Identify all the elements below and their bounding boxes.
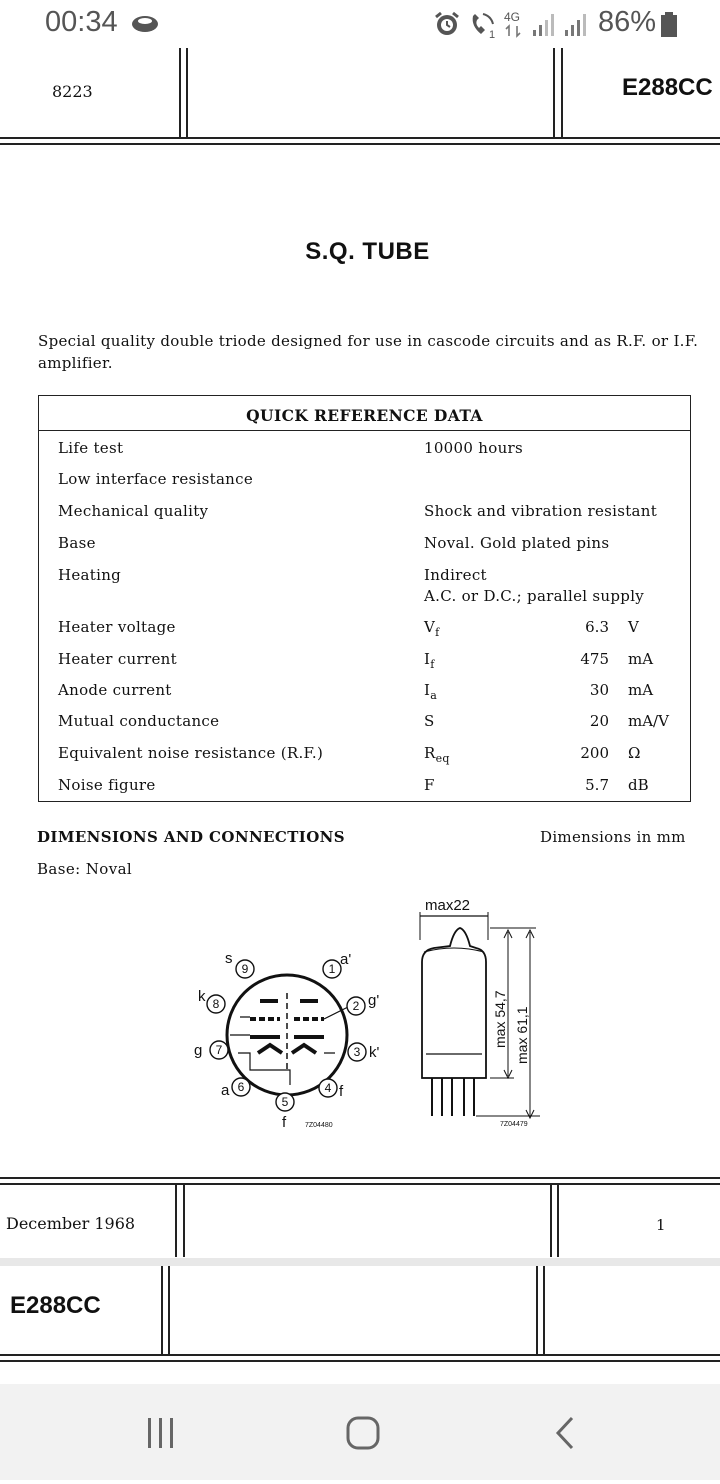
- row-label-base: Base: [58, 534, 96, 552]
- row-unit-noise-figure: dB: [628, 776, 649, 794]
- row-num-noise-figure: 5.7: [585, 776, 609, 794]
- back-chevron-icon: [520, 1384, 610, 1480]
- battery-percent: 86%: [598, 6, 657, 38]
- divider: [39, 430, 690, 431]
- intro-text: Special quality double triode designed for use in cascode circuits and as R.F. or I.F. amplifier.: [38, 332, 699, 372]
- row-label-anode-current: Anode current: [58, 681, 172, 699]
- row-num-heater-voltage: 6.3: [585, 618, 609, 636]
- doc-number: 8223: [52, 82, 93, 101]
- row-num-heater-current: 475: [580, 650, 609, 668]
- status-time: 00:34: [45, 6, 118, 38]
- row-unit-mutual-conductance: mA/V: [628, 712, 669, 730]
- row-label-heater-voltage: Heater voltage: [58, 618, 176, 636]
- quick-reference-heading: QUICK REFERENCE DATA: [246, 406, 483, 425]
- pin-7: 7: [215, 1043, 223, 1057]
- pin-5: 5: [281, 1095, 289, 1109]
- row-label-life-test: Life test: [58, 439, 124, 457]
- back-button[interactable]: [520, 1384, 610, 1480]
- wifi-calling-icon: [467, 10, 499, 40]
- row-value-mechanical: Shock and vibration resistant: [424, 502, 658, 520]
- tube-outline-drawing: [410, 890, 560, 1130]
- recent-apps-icon: [120, 1384, 210, 1480]
- next-page-tube-code: E288CC: [10, 1292, 101, 1319]
- height-label-2: max 61,1: [514, 1006, 530, 1064]
- home-button[interactable]: [318, 1384, 408, 1480]
- row-unit-heater-current: mA: [628, 650, 654, 668]
- status-bar: [0, 0, 720, 48]
- data-arrows-icon: [505, 24, 521, 38]
- row-label-interface: Low interface resistance: [58, 470, 254, 488]
- row-symbol-heater-current: $I_f$: [424, 650, 435, 671]
- row-label-noise-figure: Noise figure: [58, 776, 156, 794]
- page-gap: [0, 1258, 720, 1266]
- row-num-noise-resistance: 200: [580, 744, 609, 762]
- base-line: Base: Noval: [37, 860, 133, 878]
- signal-icon-2: [562, 10, 592, 38]
- row-unit-heater-voltage: V: [628, 618, 639, 636]
- height-label-1: max 54,7: [492, 990, 508, 1048]
- pin-9: 9: [241, 962, 249, 976]
- pin-diagram-ref: 7Z04480: [305, 1122, 333, 1129]
- pin-label-3: k': [369, 1044, 380, 1061]
- pin-6: 6: [237, 1080, 245, 1094]
- row-label-mutual-conductance: Mutual conductance: [58, 712, 220, 730]
- quick-reference-table: [38, 395, 691, 802]
- network-type: 4G: [504, 10, 521, 24]
- row-symbol-noise-resistance: $R_{eq}$: [424, 744, 450, 765]
- row-label-heater-current: Heater current: [58, 650, 177, 668]
- outline-ref: 7Z04479: [500, 1121, 528, 1128]
- pin-2: 2: [352, 999, 360, 1013]
- footer-date: December 1968: [6, 1214, 136, 1233]
- row-value-base: Noval. Gold plated pins: [424, 534, 610, 552]
- row-label-mechanical: Mechanical quality: [58, 502, 209, 520]
- recent-apps-button[interactable]: [120, 1384, 210, 1480]
- dimensions-units-note: Dimensions in mm: [540, 828, 686, 846]
- pin-label-9: s: [225, 950, 233, 967]
- row-unit-noise-resistance: Ω: [628, 744, 641, 762]
- width-label: max22: [425, 897, 471, 914]
- row-label-heating: Heating: [58, 566, 122, 584]
- row-num-anode-current: 30: [589, 681, 609, 699]
- header-tube-code: E288CC: [622, 74, 713, 101]
- pin-label-8: k: [198, 988, 206, 1005]
- pin-label-5: f: [282, 1114, 287, 1131]
- pin-3: 3: [353, 1045, 361, 1059]
- row-value-heating-supply: A.C. or D.C.; parallel supply: [424, 587, 645, 605]
- row-value-life-test: 10000 hours: [424, 439, 524, 457]
- pin-1: 1: [328, 962, 336, 976]
- pin-label-2: g': [368, 992, 380, 1009]
- signal-icon-1: [530, 10, 560, 38]
- alarm-icon: [432, 10, 462, 38]
- pin-label-4: f: [339, 1083, 344, 1100]
- cloud-icon: [130, 12, 160, 34]
- page-title: S.Q. TUBE: [305, 238, 430, 265]
- pin-label-6: a: [221, 1082, 230, 1099]
- footer-page-number: 1: [656, 1216, 666, 1234]
- navigation-bar: [0, 1384, 720, 1480]
- pin-label-7: g: [194, 1042, 203, 1059]
- row-unit-anode-current: mA: [628, 681, 654, 699]
- pin-label-1: a': [340, 951, 352, 968]
- row-symbol-noise-figure: F: [424, 776, 435, 794]
- dimensions-title: DIMENSIONS AND CONNECTIONS: [37, 828, 346, 846]
- home-icon: [318, 1384, 408, 1480]
- row-symbol-anode-current: $I_a$: [424, 681, 438, 702]
- svg-text:1: 1: [489, 29, 496, 40]
- battery-icon: [660, 12, 678, 38]
- row-symbol-mutual-conductance: S: [424, 712, 435, 730]
- row-num-mutual-conductance: 20: [589, 712, 609, 730]
- row-value-heating: Indirect: [424, 566, 487, 584]
- row-symbol-heater-voltage: $V_f$: [424, 618, 440, 639]
- pin-4: 4: [324, 1081, 332, 1095]
- row-label-noise-resistance: Equivalent noise resistance (R.F.): [58, 744, 324, 762]
- pin-8: 8: [212, 997, 220, 1011]
- pin-connection-diagram: [190, 945, 390, 1135]
